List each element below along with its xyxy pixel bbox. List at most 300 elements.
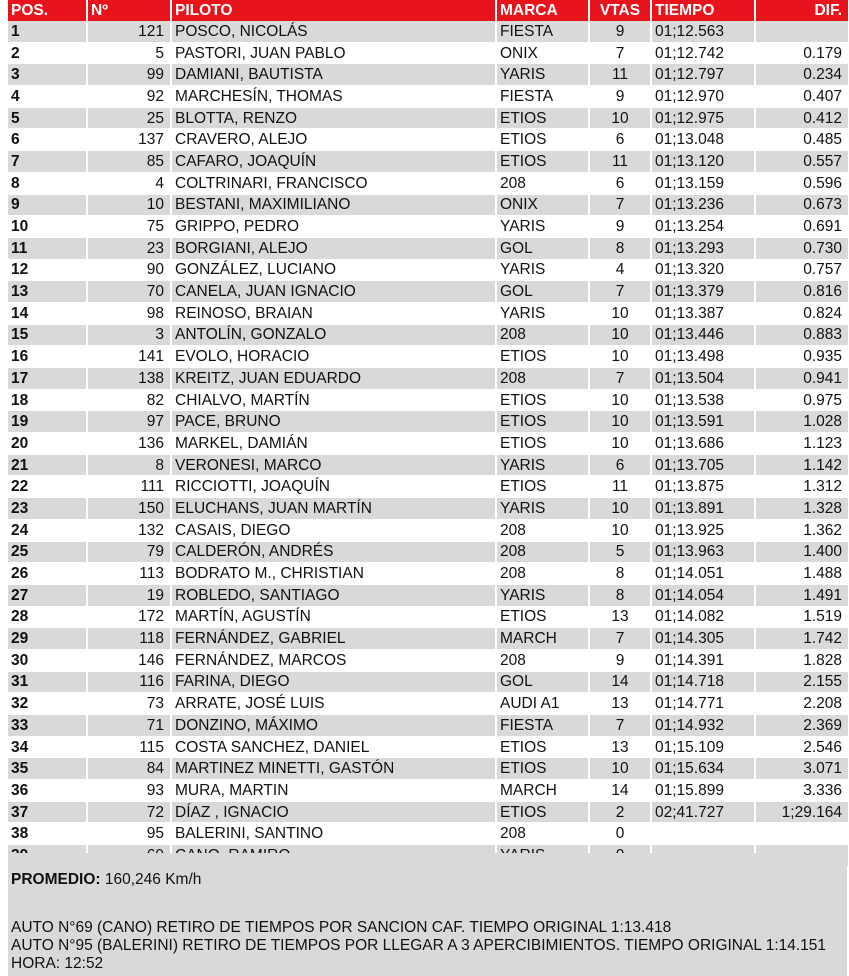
cell-tiempo: 01;13.504 — [651, 368, 755, 390]
cell-dif: 2.155 — [755, 671, 849, 693]
cell-marca: ETIOS — [496, 801, 589, 823]
table-row — [8, 107, 849, 129]
results-table — [8, 0, 849, 867]
cell-pos: 3 — [8, 64, 87, 86]
cell-vtas: 5 — [589, 541, 651, 563]
cell-piloto: RICCIOTTI, JOAQUÍN — [171, 476, 496, 498]
cell-piloto: DÍAZ , IGNACIO — [171, 801, 496, 823]
table-row — [8, 302, 849, 324]
cell-vtas: 13 — [589, 736, 651, 758]
cell-dif: 0.407 — [755, 86, 849, 108]
cell-pos: 9 — [8, 194, 87, 216]
table-row — [8, 780, 849, 802]
cell-tiempo: 01;12.975 — [651, 107, 755, 129]
cell-piloto: CAFARO, JOAQUÍN — [171, 151, 496, 173]
cell-pos: 29 — [8, 628, 87, 650]
table-row — [8, 671, 849, 693]
cell-dif: 0.234 — [755, 64, 849, 86]
table-row — [8, 21, 849, 42]
cell-marca: ONIX — [496, 42, 589, 64]
cell-tiempo: 01;14.718 — [651, 671, 755, 693]
cell-vtas: 10 — [589, 346, 651, 368]
cell-num: 132 — [87, 519, 171, 541]
cell-num: 73 — [87, 693, 171, 715]
cell-vtas: 8 — [589, 584, 651, 606]
cell-piloto: ROBLEDO, SANTIAGO — [171, 584, 496, 606]
cell-dif: 1.142 — [755, 454, 849, 476]
table-row — [8, 151, 849, 173]
cell-tiempo: 01;14.391 — [651, 649, 755, 671]
cell-num: 93 — [87, 780, 171, 802]
cell-vtas: 7 — [589, 715, 651, 737]
cell-dif: 1.028 — [755, 411, 849, 433]
cell-marca: YARIS — [496, 498, 589, 520]
cell-pos: 22 — [8, 476, 87, 498]
cell-dif: 0.883 — [755, 324, 849, 346]
cell-pos: 11 — [8, 237, 87, 259]
cell-tiempo: 01;13.891 — [651, 498, 755, 520]
cell-tiempo: 01;12.797 — [651, 64, 755, 86]
cell-tiempo: 01;13.320 — [651, 259, 755, 281]
cell-marca: YARIS — [496, 216, 589, 238]
cell-pos: 5 — [8, 107, 87, 129]
cell-tiempo: 01;12.742 — [651, 42, 755, 64]
promedio-line — [11, 871, 201, 889]
cell-pos: 1 — [8, 21, 87, 42]
cell-marca: ETIOS — [496, 389, 589, 411]
cell-marca: 208 — [496, 563, 589, 585]
cell-pos: 4 — [8, 86, 87, 108]
cell-num: 84 — [87, 758, 171, 780]
cell-marca: ETIOS — [496, 107, 589, 129]
cell-num: 82 — [87, 389, 171, 411]
cell-marca: ETIOS — [496, 411, 589, 433]
cell-dif: 1.491 — [755, 584, 849, 606]
cell-dif: 0.824 — [755, 302, 849, 324]
cell-tiempo: 01;13.446 — [651, 324, 755, 346]
cell-marca: FIESTA — [496, 715, 589, 737]
cell-marca: GOL — [496, 281, 589, 303]
cell-piloto: DONZINO, MÁXIMO — [171, 715, 496, 737]
cell-pos: 27 — [8, 584, 87, 606]
cell-pos: 10 — [8, 216, 87, 238]
cell-vtas: 10 — [589, 107, 651, 129]
cell-tiempo: 01;14.305 — [651, 628, 755, 650]
cell-tiempo: 01;14.082 — [651, 606, 755, 628]
cell-vtas: 9 — [589, 21, 651, 42]
cell-num: 111 — [87, 476, 171, 498]
cell-piloto: MARTÍN, AGUSTÍN — [171, 606, 496, 628]
note-line-3: HORA: 12:52 — [11, 955, 104, 972]
cell-pos: 32 — [8, 693, 87, 715]
cell-piloto: CANELA, JUAN IGNACIO — [171, 281, 496, 303]
cell-vtas: 13 — [589, 606, 651, 628]
cell-tiempo: 01;15.634 — [651, 758, 755, 780]
cell-pos: 26 — [8, 563, 87, 585]
table-row — [8, 758, 849, 780]
cell-vtas: 7 — [589, 281, 651, 303]
cell-piloto: BESTANI, MAXIMILIANO — [171, 194, 496, 216]
cell-pos: 13 — [8, 281, 87, 303]
table-row — [8, 42, 849, 64]
header-num: Nº — [87, 0, 171, 21]
cell-num: 19 — [87, 584, 171, 606]
cell-marca: YARIS — [496, 454, 589, 476]
promedio-label: PROMEDIO: — [11, 871, 101, 888]
header-piloto: PILOTO — [171, 0, 496, 21]
table-row — [8, 129, 849, 151]
header-pos: POS. — [8, 0, 87, 21]
cell-vtas: 6 — [589, 454, 651, 476]
cell-vtas: 11 — [589, 476, 651, 498]
cell-marca: ETIOS — [496, 129, 589, 151]
cell-num: 70 — [87, 281, 171, 303]
cell-dif: 1.742 — [755, 628, 849, 650]
table-row — [8, 346, 849, 368]
cell-marca: ETIOS — [496, 606, 589, 628]
cell-pos: 38 — [8, 823, 87, 845]
cell-tiempo: 01;12.970 — [651, 86, 755, 108]
cell-num: 8 — [87, 454, 171, 476]
cell-vtas: 7 — [589, 368, 651, 390]
cell-marca: 208 — [496, 519, 589, 541]
cell-tiempo: 01;14.051 — [651, 563, 755, 585]
table-row — [8, 498, 849, 520]
cell-vtas: 8 — [589, 237, 651, 259]
cell-dif: 3.336 — [755, 780, 849, 802]
table-row — [8, 736, 849, 758]
cell-dif: 0.179 — [755, 42, 849, 64]
cell-marca: YARIS — [496, 259, 589, 281]
cell-dif: 1;29.164 — [755, 801, 849, 823]
cell-num: 99 — [87, 64, 171, 86]
cell-piloto: COSTA SANCHEZ, DANIEL — [171, 736, 496, 758]
cell-vtas: 10 — [589, 389, 651, 411]
cell-vtas: 2 — [589, 801, 651, 823]
cell-pos: 15 — [8, 324, 87, 346]
cell-marca: ETIOS — [496, 758, 589, 780]
cell-tiempo: 01;13.498 — [651, 346, 755, 368]
cell-tiempo: 01;13.379 — [651, 281, 755, 303]
cell-piloto: CALDERÓN, ANDRÉS — [171, 541, 496, 563]
table-row — [8, 823, 849, 845]
cell-tiempo: 01;14.054 — [651, 584, 755, 606]
cell-num: 95 — [87, 823, 171, 845]
cell-piloto: MURA, MARTIN — [171, 780, 496, 802]
cell-piloto: CRAVERO, ALEJO — [171, 129, 496, 151]
cell-marca: MARCH — [496, 780, 589, 802]
cell-vtas: 10 — [589, 498, 651, 520]
cell-dif: 2.369 — [755, 715, 849, 737]
cell-marca: YARIS — [496, 64, 589, 86]
cell-num: 113 — [87, 563, 171, 585]
cell-pos: 23 — [8, 498, 87, 520]
table-row — [8, 194, 849, 216]
cell-tiempo: 01;14.932 — [651, 715, 755, 737]
cell-piloto: FERNÁNDEZ, MARCOS — [171, 649, 496, 671]
table-body — [8, 21, 849, 866]
cell-pos: 7 — [8, 151, 87, 173]
header-vtas: VTAS — [589, 0, 651, 21]
cell-dif: 0.412 — [755, 107, 849, 129]
cell-marca: ETIOS — [496, 433, 589, 455]
table-row — [8, 476, 849, 498]
cell-num: 146 — [87, 649, 171, 671]
cell-tiempo: 01;13.705 — [651, 454, 755, 476]
cell-marca: FIESTA — [496, 86, 589, 108]
cell-piloto: PASTORI, JUAN PABLO — [171, 42, 496, 64]
table-row — [8, 433, 849, 455]
cell-pos: 14 — [8, 302, 87, 324]
cell-num: 23 — [87, 237, 171, 259]
cell-piloto: MARKEL, DAMIÁN — [171, 433, 496, 455]
header-tiempo: TIEMPO — [651, 0, 755, 21]
cell-num: 75 — [87, 216, 171, 238]
cell-num: 98 — [87, 302, 171, 324]
cell-piloto: CASAIS, DIEGO — [171, 519, 496, 541]
cell-piloto: BALERINI, SANTINO — [171, 823, 496, 845]
cell-tiempo — [651, 823, 755, 845]
cell-dif: 0.673 — [755, 194, 849, 216]
cell-vtas: 9 — [589, 216, 651, 238]
cell-num: 116 — [87, 671, 171, 693]
footer-panel — [8, 853, 847, 976]
cell-dif — [755, 21, 849, 42]
cell-vtas: 14 — [589, 671, 651, 693]
cell-num: 136 — [87, 433, 171, 455]
cell-tiempo: 01;13.159 — [651, 172, 755, 194]
cell-vtas: 11 — [589, 64, 651, 86]
cell-marca: 208 — [496, 324, 589, 346]
cell-vtas: 9 — [589, 86, 651, 108]
cell-num: 5 — [87, 42, 171, 64]
note-line-1: AUTO N°69 (CANO) RETIRO DE TIEMPOS POR SANCION CAF. TIEMPO ORIGINAL 1:13.418 — [11, 919, 672, 936]
cell-piloto: VERONESI, MARCO — [171, 454, 496, 476]
cell-vtas: 7 — [589, 628, 651, 650]
cell-dif: 0.691 — [755, 216, 849, 238]
cell-piloto: DAMIANI, BAUTISTA — [171, 64, 496, 86]
cell-vtas: 10 — [589, 519, 651, 541]
cell-piloto: MARCHESÍN, THOMAS — [171, 86, 496, 108]
cell-pos: 33 — [8, 715, 87, 737]
cell-dif: 1.400 — [755, 541, 849, 563]
cell-num: 25 — [87, 107, 171, 129]
table-row — [8, 584, 849, 606]
cell-dif: 1.362 — [755, 519, 849, 541]
cell-vtas: 14 — [589, 780, 651, 802]
table-row — [8, 64, 849, 86]
cell-piloto: EVOLO, HORACIO — [171, 346, 496, 368]
cell-tiempo: 02;41.727 — [651, 801, 755, 823]
cell-dif: 0.816 — [755, 281, 849, 303]
cell-marca: 208 — [496, 172, 589, 194]
header-dif: DIF. — [755, 0, 849, 21]
cell-num: 10 — [87, 194, 171, 216]
cell-num: 72 — [87, 801, 171, 823]
cell-pos: 21 — [8, 454, 87, 476]
cell-piloto: ANTOLÍN, GONZALO — [171, 324, 496, 346]
cell-marca: 208 — [496, 541, 589, 563]
cell-tiempo: 01;13.963 — [651, 541, 755, 563]
cell-piloto: FARINA, DIEGO — [171, 671, 496, 693]
cell-vtas: 4 — [589, 259, 651, 281]
cell-num: 138 — [87, 368, 171, 390]
cell-piloto: FERNÁNDEZ, GABRIEL — [171, 628, 496, 650]
cell-marca: YARIS — [496, 302, 589, 324]
table-row — [8, 216, 849, 238]
cell-piloto: BODRATO M., CHRISTIAN — [171, 563, 496, 585]
cell-tiempo: 01;13.591 — [651, 411, 755, 433]
cell-pos: 28 — [8, 606, 87, 628]
table-row — [8, 519, 849, 541]
cell-tiempo: 01;15.899 — [651, 780, 755, 802]
table-row — [8, 693, 849, 715]
table-header-row — [8, 0, 849, 21]
cell-tiempo: 01;13.293 — [651, 237, 755, 259]
table-row — [8, 563, 849, 585]
cell-marca: ONIX — [496, 194, 589, 216]
cell-vtas: 10 — [589, 302, 651, 324]
cell-tiempo: 01;14.771 — [651, 693, 755, 715]
cell-tiempo: 01;13.120 — [651, 151, 755, 173]
cell-marca: ETIOS — [496, 346, 589, 368]
cell-num: 121 — [87, 21, 171, 42]
cell-marca: ETIOS — [496, 736, 589, 758]
cell-vtas: 9 — [589, 649, 651, 671]
cell-dif: 3.071 — [755, 758, 849, 780]
cell-marca: GOL — [496, 671, 589, 693]
cell-marca: GOL — [496, 237, 589, 259]
cell-dif: 0.485 — [755, 129, 849, 151]
cell-num: 79 — [87, 541, 171, 563]
cell-pos: 16 — [8, 346, 87, 368]
cell-pos: 25 — [8, 541, 87, 563]
cell-tiempo: 01;13.254 — [651, 216, 755, 238]
cell-dif: 2.546 — [755, 736, 849, 758]
cell-num: 4 — [87, 172, 171, 194]
cell-dif: 0.757 — [755, 259, 849, 281]
cell-pos: 12 — [8, 259, 87, 281]
cell-num: 92 — [87, 86, 171, 108]
cell-num: 115 — [87, 736, 171, 758]
table-row — [8, 454, 849, 476]
note-line-2: AUTO N°95 (BALERINI) RETIRO DE TIEMPOS POR LLEGAR A 3 APERCIBIMIENTOS. TIEMPO ORIGINAL 1:14.151 — [11, 937, 827, 954]
header-marca: MARCA — [496, 0, 589, 21]
cell-marca: MARCH — [496, 628, 589, 650]
table-row — [8, 628, 849, 650]
cell-dif: 0.730 — [755, 237, 849, 259]
cell-pos: 31 — [8, 671, 87, 693]
cell-piloto: KREITZ, JUAN EDUARDO — [171, 368, 496, 390]
cell-marca: AUDI A1 — [496, 693, 589, 715]
cell-dif: 1.312 — [755, 476, 849, 498]
table-row — [8, 389, 849, 411]
cell-marca: ETIOS — [496, 476, 589, 498]
cell-num: 71 — [87, 715, 171, 737]
table-row — [8, 801, 849, 823]
cell-vtas: 10 — [589, 411, 651, 433]
cell-marca: 208 — [496, 649, 589, 671]
cell-num: 90 — [87, 259, 171, 281]
cell-tiempo: 01;12.563 — [651, 21, 755, 42]
table-row — [8, 715, 849, 737]
cell-piloto: GONZÁLEZ, LUCIANO — [171, 259, 496, 281]
cell-dif: 1.828 — [755, 649, 849, 671]
cell-num: 141 — [87, 346, 171, 368]
cell-tiempo: 01;13.686 — [651, 433, 755, 455]
cell-vtas: 11 — [589, 151, 651, 173]
cell-num: 85 — [87, 151, 171, 173]
cell-dif: 2.208 — [755, 693, 849, 715]
cell-pos: 36 — [8, 780, 87, 802]
cell-tiempo: 01;13.925 — [651, 519, 755, 541]
cell-piloto: MARTINEZ MINETTI, GASTÓN — [171, 758, 496, 780]
cell-piloto: REINOSO, BRAIAN — [171, 302, 496, 324]
cell-pos: 34 — [8, 736, 87, 758]
cell-vtas: 8 — [589, 563, 651, 585]
table-row — [8, 237, 849, 259]
cell-tiempo: 01;13.875 — [651, 476, 755, 498]
table-row — [8, 172, 849, 194]
cell-tiempo: 01;13.538 — [651, 389, 755, 411]
table-row — [8, 541, 849, 563]
cell-tiempo: 01;13.387 — [651, 302, 755, 324]
cell-tiempo: 01;13.048 — [651, 129, 755, 151]
cell-pos: 19 — [8, 411, 87, 433]
cell-piloto: CHIALVO, MARTÍN — [171, 389, 496, 411]
cell-piloto: POSCO, NICOLÁS — [171, 21, 496, 42]
cell-vtas: 6 — [589, 129, 651, 151]
cell-piloto: ARRATE, JOSÉ LUIS — [171, 693, 496, 715]
table-row — [8, 86, 849, 108]
cell-num: 118 — [87, 628, 171, 650]
table-row — [8, 259, 849, 281]
cell-dif: 1.123 — [755, 433, 849, 455]
cell-piloto: ELUCHANS, JUAN MARTÍN — [171, 498, 496, 520]
cell-num: 137 — [87, 129, 171, 151]
cell-pos: 17 — [8, 368, 87, 390]
cell-dif: 0.557 — [755, 151, 849, 173]
table-row — [8, 368, 849, 390]
cell-pos: 37 — [8, 801, 87, 823]
cell-pos: 20 — [8, 433, 87, 455]
cell-num: 3 — [87, 324, 171, 346]
cell-pos: 8 — [8, 172, 87, 194]
cell-vtas: 10 — [589, 758, 651, 780]
cell-marca: 208 — [496, 368, 589, 390]
cell-vtas: 13 — [589, 693, 651, 715]
cell-vtas: 7 — [589, 42, 651, 64]
cell-num: 150 — [87, 498, 171, 520]
table-row — [8, 606, 849, 628]
cell-piloto: PACE, BRUNO — [171, 411, 496, 433]
cell-piloto: COLTRINARI, FRANCISCO — [171, 172, 496, 194]
table-row — [8, 649, 849, 671]
cell-tiempo: 01;15.109 — [651, 736, 755, 758]
cell-marca: ETIOS — [496, 151, 589, 173]
cell-marca: 208 — [496, 823, 589, 845]
cell-pos: 30 — [8, 649, 87, 671]
table-row — [8, 324, 849, 346]
cell-dif: 0.935 — [755, 346, 849, 368]
cell-vtas: 6 — [589, 172, 651, 194]
cell-pos: 2 — [8, 42, 87, 64]
cell-pos: 24 — [8, 519, 87, 541]
cell-num: 97 — [87, 411, 171, 433]
cell-dif: 1.328 — [755, 498, 849, 520]
table-row — [8, 411, 849, 433]
cell-marca: YARIS — [496, 584, 589, 606]
